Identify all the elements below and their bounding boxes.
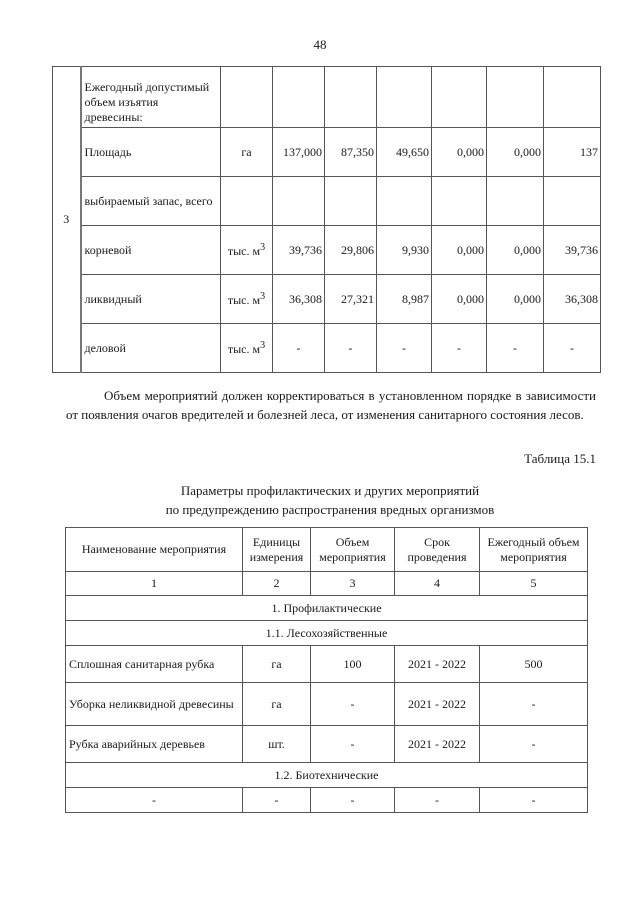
column-number: 2 <box>243 572 311 596</box>
unit-cell <box>221 177 273 226</box>
table-row <box>53 177 601 226</box>
value-cell: - <box>377 324 432 373</box>
unit-cell: га <box>243 646 311 683</box>
value-cell: 27,321 <box>325 275 377 324</box>
column-header: Объем мероприятия <box>311 528 395 572</box>
column-number: 4 <box>395 572 480 596</box>
column-header: Срок проведения <box>395 528 480 572</box>
column-number: 3 <box>311 572 395 596</box>
table-row <box>53 128 601 177</box>
caption-line: Параметры профилактических и других мероприятий <box>180 483 480 498</box>
row-label: выбираемый запас, всего <box>81 177 221 226</box>
value-cell: 39,736 <box>544 226 601 275</box>
value-cell: 137 <box>544 128 601 177</box>
value-cell <box>487 67 544 128</box>
value-cell: - <box>311 788 395 813</box>
row-label: Площадь <box>81 128 221 177</box>
annual-cell: 500 <box>480 646 588 683</box>
measure-name: Сплошная санитарная рубка <box>66 646 243 683</box>
column-header: Единицы измерения <box>243 528 311 572</box>
value-cell <box>325 177 377 226</box>
value-cell: - <box>544 324 601 373</box>
value-cell: 87,350 <box>325 128 377 177</box>
value-cell: 9,930 <box>377 226 432 275</box>
table-row <box>66 788 588 813</box>
value-cell: 49,650 <box>377 128 432 177</box>
table-row <box>66 683 588 726</box>
table-row <box>66 726 588 763</box>
value-cell <box>432 177 487 226</box>
table-row <box>53 275 601 324</box>
value-cell: - <box>487 324 544 373</box>
measure-name: Рубка аварийных деревьев <box>66 726 243 763</box>
table-row <box>53 324 601 373</box>
value-cell: 137,000 <box>273 128 325 177</box>
value-cell: 0,000 <box>487 128 544 177</box>
value-cell: - <box>273 324 325 373</box>
volume-cell: 100 <box>311 646 395 683</box>
value-cell <box>432 67 487 128</box>
value-cell: 0,000 <box>487 275 544 324</box>
period-cell: 2021 - 2022 <box>395 646 480 683</box>
table-caption <box>0 481 640 519</box>
table-label: Таблица 15.1 <box>524 451 596 466</box>
section-title: 1. Профилактические <box>66 596 588 621</box>
unit-cell: га <box>243 683 311 726</box>
column-number: 1 <box>66 572 243 596</box>
value-cell: 0,000 <box>432 128 487 177</box>
value-cell <box>487 177 544 226</box>
subsection-row <box>66 763 588 788</box>
value-cell: - <box>66 788 243 813</box>
value-cell: 0,000 <box>432 275 487 324</box>
value-cell <box>544 177 601 226</box>
column-header: Наименование мероприятия <box>66 528 243 572</box>
value-cell: - <box>480 788 588 813</box>
value-cell <box>273 67 325 128</box>
value-cell: - <box>432 324 487 373</box>
column-number: 5 <box>480 572 588 596</box>
subsection-title: 1.1. Лесохозяйственные <box>66 621 588 646</box>
value-cell: - <box>243 788 311 813</box>
table-row <box>66 646 588 683</box>
unit-cell: га <box>221 128 273 177</box>
table-felling-volume <box>52 66 601 373</box>
value-cell <box>325 67 377 128</box>
table-row <box>53 67 601 128</box>
value-cell: - <box>325 324 377 373</box>
row-label: корневой <box>81 226 221 275</box>
value-cell: 39,736 <box>273 226 325 275</box>
value-cell: - <box>395 788 480 813</box>
period-cell: 2021 - 2022 <box>395 683 480 726</box>
measure-name: Уборка неликвидной древесины <box>66 683 243 726</box>
value-cell <box>273 177 325 226</box>
value-cell <box>377 67 432 128</box>
value-cell <box>377 177 432 226</box>
row-index: 3 <box>53 67 81 373</box>
value-cell: 36,308 <box>544 275 601 324</box>
value-cell: 0,000 <box>432 226 487 275</box>
table-header-row <box>66 528 588 572</box>
unit-cell: тыс. $м^3$ <box>221 324 273 373</box>
page-number: 48 <box>313 37 327 52</box>
section-row <box>66 596 588 621</box>
value-cell: 29,806 <box>325 226 377 275</box>
annual-cell: - <box>480 683 588 726</box>
unit-cell: тыс. $м^3$ <box>221 226 273 275</box>
value-cell: 8,987 <box>377 275 432 324</box>
column-number-row <box>66 572 588 596</box>
period-cell: 2021 - 2022 <box>395 726 480 763</box>
row-label: деловой <box>81 324 221 373</box>
unit-cell: шт. <box>243 726 311 763</box>
body-paragraph: Объем мероприятий должен корректироваться в установленном порядке в зависимости от появления очагов вредителей и болезней леса, от изменения санитарного состояния лесов. <box>66 388 596 422</box>
row-label: ликвидный <box>81 275 221 324</box>
column-header: Ежегодный объем мероприятия <box>480 528 588 572</box>
annual-cell: - <box>480 726 588 763</box>
volume-cell: - <box>311 726 395 763</box>
value-cell <box>544 67 601 128</box>
table-row <box>53 226 601 275</box>
unit-cell <box>221 67 273 128</box>
unit-cell: тыс. $м^3$ <box>221 275 273 324</box>
subsection-row <box>66 621 588 646</box>
volume-cell: - <box>311 683 395 726</box>
row-label: Ежегодный допустимый объем изъятия древесины: <box>81 67 221 128</box>
table-prevention-measures <box>65 527 588 813</box>
value-cell: 36,308 <box>273 275 325 324</box>
caption-line: по предупреждению распространения вредных организмов <box>165 502 495 517</box>
value-cell: 0,000 <box>487 226 544 275</box>
subsection-title: 1.2. Биотехнические <box>66 763 588 788</box>
